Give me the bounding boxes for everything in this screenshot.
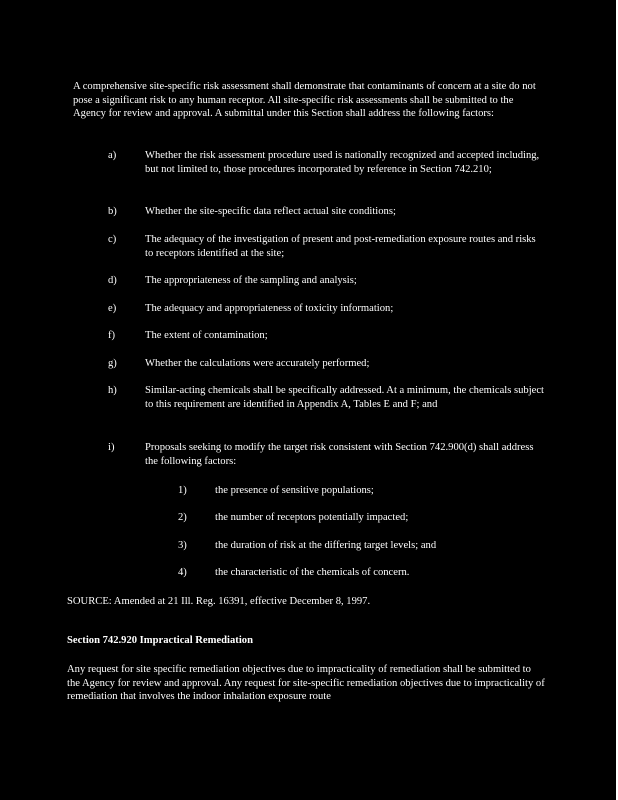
sub-item-label: 3) <box>178 540 187 551</box>
item-label: i) <box>108 442 115 453</box>
item-text: Whether the calculations were accurately performed; <box>145 358 370 369</box>
item-text: Whether the site-specific data reflect actual site conditions; <box>145 206 396 217</box>
item-label: d) <box>108 275 117 286</box>
item-text: The adequacy of the investigation of present and post-remediation exposure routes and risks to receptors identified at the site; <box>145 234 536 259</box>
item-text: The extent of contamination; <box>145 330 268 341</box>
sub-item-text: the presence of sensitive populations; <box>215 485 374 496</box>
intro-paragraph: A comprehensive site-specific risk assessment shall demonstrate that contaminants of concern at a site do not pose a significant risk to any human receptor. All site-specific risk assessments shall be submitted to the Agency for review and approval. A submittal under this Section shall address the following factors: <box>73 81 536 120</box>
item-text: The adequacy and appropriateness of toxicity information; <box>145 303 394 314</box>
item-label: f) <box>108 330 116 341</box>
sub-item-text: the duration of risk at the differing target levels; and <box>215 540 437 551</box>
item-label: a) <box>108 150 117 161</box>
section-heading: Section 742.920 Impractical Remediation <box>67 635 253 646</box>
sub-item-text: the number of receptors potentially impacted; <box>215 512 409 523</box>
item-text: Whether the risk assessment procedure used is nationally recognized and accepted including, but not limited to, those procedures incorporated by reference in Section 742.210; <box>145 150 540 175</box>
item-label: c) <box>108 234 117 245</box>
item-label: h) <box>108 385 117 396</box>
sub-item-text: the characteristic of the chemicals of concern. <box>215 567 410 578</box>
item-label: g) <box>108 358 117 369</box>
sub-item-label: 2) <box>178 512 187 523</box>
sub-item-label: 1) <box>178 485 187 496</box>
sub-item-label: 4) <box>178 567 187 578</box>
item-text: Similar-acting chemicals shall be specifically addressed. At a minimum, the chemicals subject to this requirement are identified in Appendix A, Tables E and F; and <box>145 385 544 410</box>
source-note: SOURCE: Amended at 21 Ill. Reg. 16391, effective December 8, 1997. <box>67 596 371 607</box>
item-label: b) <box>108 206 117 217</box>
item-text: Proposals seeking to modify the target risk consistent with Section 742.900(d) shall address the following factors: <box>145 442 534 467</box>
section-paragraph: Any request for site specific remediation objectives due to impracticality of remediation shall be submitted to the Agency for review and approval. Any request for site-specific remediation objectives due to impracticality of remediation that involves the indoor inhalation exposure route <box>67 664 545 703</box>
item-text: The appropriateness of the sampling and analysis; <box>145 275 357 286</box>
item-label: e) <box>108 303 117 314</box>
